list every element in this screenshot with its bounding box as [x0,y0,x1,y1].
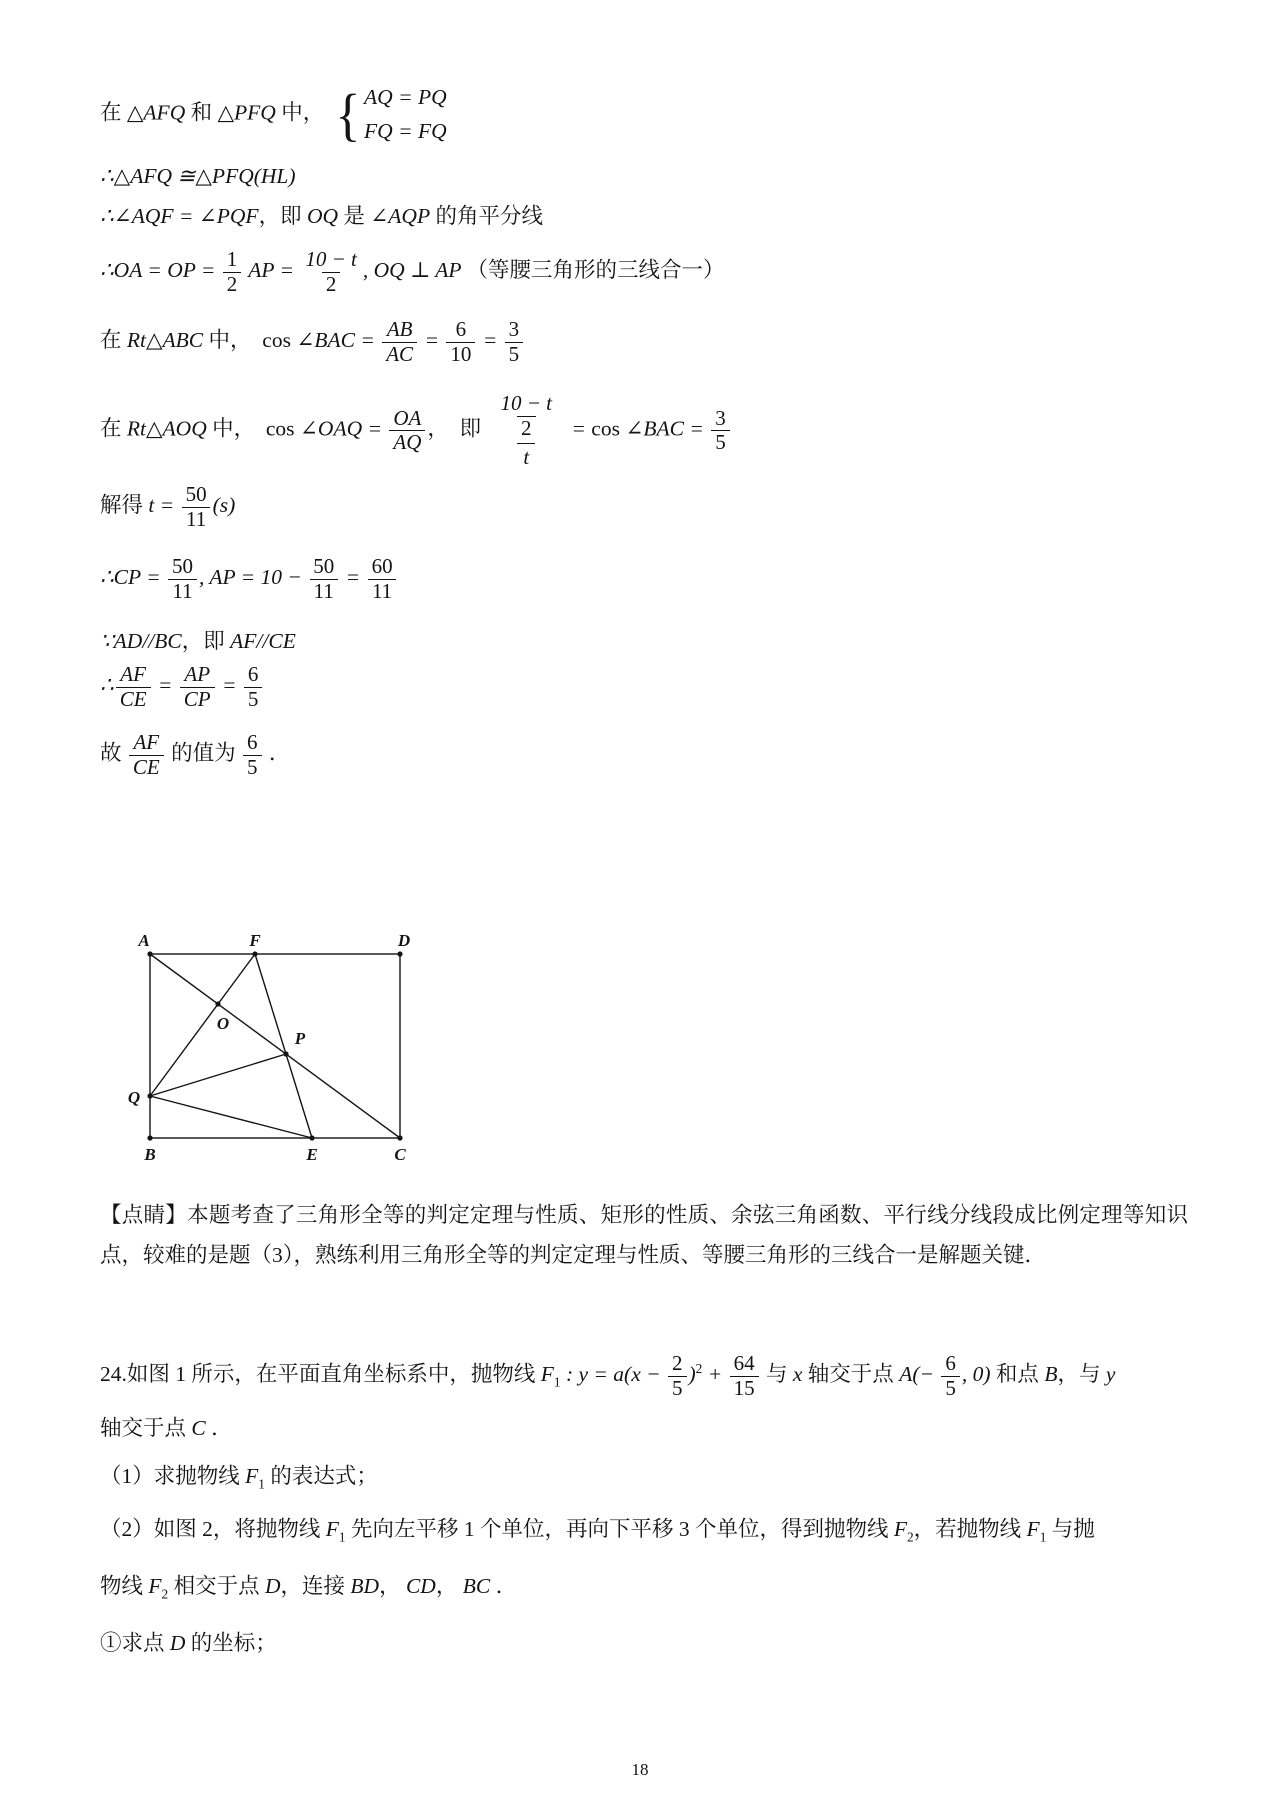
solution-line-7 [100,483,235,531]
text-segment: 和 [185,100,218,125]
text-segment: 轴交于点 [100,1416,192,1440]
fraction-numerator: 10 − t [500,391,553,415]
solution-line-5 [100,318,525,366]
vertex-dot-b [147,1135,152,1140]
geometry-figure [126,928,436,1173]
text-segment: 在 [100,327,127,352]
fraction-numerator: 3 [715,405,726,430]
fraction-numerator: 60 [371,554,393,578]
fraction-numerator: AF [133,730,160,754]
math-segment: Rt△ABC [126,327,204,352]
vertex-dot-o [215,1001,220,1006]
math-variable: x [792,1361,803,1386]
math-segment: , OQ ⊥ AP [362,257,467,282]
math-variable: F [325,1517,339,1541]
figure-line-qe [150,1096,312,1138]
math-segment: AP = [243,257,300,282]
text-segment: ， 即 [427,416,487,441]
math-segment: ∠AQP [370,204,431,228]
fraction-denominator: 15 [730,1376,759,1401]
nested-fraction [489,392,565,469]
text-segment: 的表达式； [264,1464,378,1488]
math-variable: D [169,1631,186,1655]
text-segment: ， [435,1574,463,1598]
text-segment: 中， [275,100,325,125]
text-segment: ，连接 [280,1574,351,1598]
case-row: FQ = FQ [364,118,447,143]
text-segment: 在 [100,416,127,441]
fraction-numerator: AB [386,317,413,341]
fraction-numerator: AF [120,662,146,686]
question-24-intro-line-1 [100,1352,1115,1400]
math-segment: BC [462,1574,491,1598]
text-segment: ，与 [1057,1361,1106,1386]
question-24-part-2-line-2 [100,1573,517,1603]
math-function: cos [591,416,620,441]
fraction-numerator: 6 [945,1351,956,1375]
text-segment: ． [205,1416,233,1440]
text-segment: 轴交于点 [802,1361,900,1386]
subscript: 1 [553,1374,561,1390]
fraction [116,663,151,711]
math-variable: y [1105,1361,1116,1386]
fraction [505,318,524,366]
text-segment: ，即 [181,629,231,653]
solution-line-11 [100,731,290,779]
vertex-dot-p [283,1051,288,1056]
solution-line-10 [100,663,264,711]
text-segment: ， [379,1574,406,1598]
text-segment: 故 [100,740,127,765]
math-variable: F [540,1361,554,1386]
text-segment: 的值为 [165,740,241,765]
fraction [368,555,397,603]
math-segment: ∵AD//BC [100,629,182,653]
solution-line-3 [100,203,543,230]
text-segment: 在 [100,100,127,125]
figure-label-a: A [138,931,150,950]
solution-line-9 [100,628,296,655]
fraction [301,248,361,296]
text-segment: 与抛 [1046,1517,1095,1541]
math-segment: AF//CE [230,629,296,653]
fraction-denominator: 2 [322,272,341,297]
fraction-denominator: CE [116,687,151,712]
subscript: 2 [906,1529,914,1545]
fraction-numerator: 2 [672,1351,683,1375]
fraction-numerator: 50 [172,554,194,578]
math-segment: △AFQ [126,100,186,125]
math-segment: ∠BAC = [290,327,381,352]
text-segment: 中， [203,327,263,352]
fraction-denominator: AC [382,342,417,367]
subscript: 1 [338,1529,346,1545]
text-segment: ，若抛物线 [913,1517,1027,1541]
math-segment: ∴△AFQ ≅△PFQ(HL) [100,164,296,188]
fraction-numerator: 6 [455,317,467,341]
fraction-numerator [489,392,565,443]
equation-cases [364,84,447,145]
fraction-numerator: 6 [247,662,259,686]
math-segment: (s) [212,492,236,517]
fraction-denominator: 2 [223,272,242,297]
superscript: 2 [695,1360,703,1376]
figure-line-qp [150,1054,286,1096]
fraction [243,731,262,779]
case-row: AQ = PQ [364,85,447,109]
fraction [668,1352,687,1400]
figure-label-p: P [294,1029,306,1048]
figure-label-o: O [216,1014,230,1033]
fraction [244,663,263,711]
fraction-numerator: 3 [508,317,520,341]
fraction-denominator: 11 [368,579,396,604]
fraction [711,407,730,455]
math-segment: ∴ [100,672,114,697]
math-variable: C [191,1416,206,1440]
question-24-subpart-1 [100,1630,277,1657]
vertex-dot-q [147,1093,152,1098]
math-segment: ∠OAQ = [294,416,388,441]
fraction [180,663,215,711]
math-segment: = [216,672,242,697]
math-segment: , 0) [961,1361,991,1386]
fraction-numerator: 1 [226,247,238,271]
text-segment: 解得 [100,492,149,517]
text-segment: 相交于点 [168,1574,265,1598]
fraction [446,318,475,366]
solution-line-2 [100,163,296,190]
text-segment: （2）如图 2，将抛物线 [100,1517,326,1541]
text-segment: 和点 [990,1361,1045,1386]
figure-label-c: C [394,1145,406,1164]
fraction [730,1352,759,1400]
fraction-denominator: AQ [389,430,425,455]
cases-brace: { [335,81,361,147]
math-segment: CD [405,1574,436,1598]
question-24-part-1 [100,1463,378,1493]
solution-line-1 [100,81,447,147]
solution-line-8 [100,555,399,603]
question-24-intro-line-2 [100,1415,233,1442]
vertex-dot-e [309,1135,314,1140]
math-segment: ) [688,1361,696,1386]
math-function: cos [265,416,295,441]
fraction [389,407,425,455]
fraction-numerator: 6 [247,730,258,754]
fraction [182,483,211,531]
fraction [168,555,197,603]
math-segment: + [702,1361,728,1386]
figure-label-d: D [397,931,411,950]
fraction-denominator: CP [180,687,215,712]
math-segment: = [477,327,503,352]
math-variable: F [148,1574,162,1598]
subscript: 2 [161,1586,169,1602]
math-segment: , AP = 10 − [199,564,308,589]
math-variable: F [245,1464,259,1488]
math-segment: ∴CP = [100,564,167,589]
notes-paragraph [100,1196,1188,1276]
math-variable: B [1044,1361,1058,1386]
math-segment: △PFQ [217,100,276,125]
fraction [382,318,417,366]
vertex-dot-c [397,1135,402,1140]
fraction-denominator: 2 [517,416,536,441]
fraction-numerator: 50 [185,482,207,506]
math-segment: Rt△AOQ [126,416,207,441]
math-variable: D [264,1574,281,1598]
text-segment: （1）求抛物线 [100,1464,246,1488]
fraction-numerator: 10 − t [305,247,357,271]
math-segment: = [419,327,445,352]
solution-line-6 [100,392,732,469]
text-segment: ①求点 [100,1631,170,1655]
fraction-denominator: 5 [244,687,263,712]
fraction [309,555,338,603]
text-segment: 先向左平移 1 个单位，再向下平移 3 个单位，得到抛物线 [345,1517,894,1541]
text-segment: 与 [760,1361,793,1386]
math-function: cos [262,327,291,352]
math-segment: ∴OA = OP = [100,257,221,282]
fraction-numerator: AP [184,662,211,686]
fraction-denominator: 10 [446,342,475,367]
math-segment: ∠BAC = [619,416,710,441]
fraction-denominator: 5 [505,342,524,367]
figure-label-f: F [249,931,261,950]
fraction [129,731,164,779]
math-segment: : y = a(x − [560,1361,666,1386]
fraction-denominator: 5 [243,755,262,780]
math-segment: BD [350,1574,380,1598]
math-segment: OQ [306,204,339,228]
math-segment: = [152,672,178,697]
fraction-denominator: 5 [711,430,730,455]
vertex-dot-a [147,951,152,956]
vertex-dot-d [397,951,402,956]
text-segment: ． [263,740,291,765]
fraction-denominator: 5 [668,1376,687,1401]
question-24-part-2-line-1 [100,1516,1095,1546]
subscript: 1 [258,1476,265,1492]
fraction-numerator: 50 [313,554,335,578]
math-segment: = [566,416,592,441]
figure-label-q: Q [127,1088,141,1107]
text-segment: 中， [206,416,266,441]
fraction-denominator: t [517,443,535,469]
text-segment: 的角平分线 [430,204,543,228]
fraction-denominator: 5 [941,1376,960,1401]
math-variable: F [893,1517,907,1541]
fraction-numerator: OA [393,405,422,430]
subscript: 1 [1039,1529,1047,1545]
text-segment: 24.如图 1 所示，在平面直角坐标系中，抛物线 [100,1361,541,1386]
notes-tag: 【点睛】 [100,1203,188,1227]
text-segment: 是 [338,204,371,228]
text-segment: （等腰三角形的三线合一） [466,257,725,282]
fraction-denominator: 11 [168,579,196,604]
fraction-denominator: 11 [310,579,338,604]
solution-line-4 [100,248,725,296]
math-segment: ∴∠AQF = ∠PQF [100,204,259,228]
math-segment: A(− [899,1361,940,1386]
fraction [941,1352,960,1400]
text-segment: 的坐标； [185,1631,277,1655]
text-segment: 物线 [100,1574,149,1598]
vertex-dot-f [252,951,257,956]
text-segment: ，即 [258,204,307,228]
page-number: 18 [631,1760,649,1779]
math-segment: = [340,564,366,589]
math-segment: t = [148,492,180,517]
fraction-denominator: 11 [182,507,210,532]
figure-label-e: E [306,1145,318,1164]
fraction-numerator: 64 [733,1351,755,1375]
figure-line-qf [150,954,255,1096]
figure-label-b: B [144,1145,156,1164]
fraction [223,248,242,296]
math-variable: F [1026,1517,1040,1541]
fraction [497,392,557,440]
text-segment: ． [490,1574,518,1598]
notes-body: 本题考查了三角形全等的判定定理与性质、矩形的性质、余弦三角函数、平行线分线段成比例定理等知识点，较难的是题（3），熟练利用三角形全等的判定定理与性质、等腰三角形的三线合一是解题关键． [100,1203,1188,1267]
fraction-denominator: CE [129,755,164,780]
